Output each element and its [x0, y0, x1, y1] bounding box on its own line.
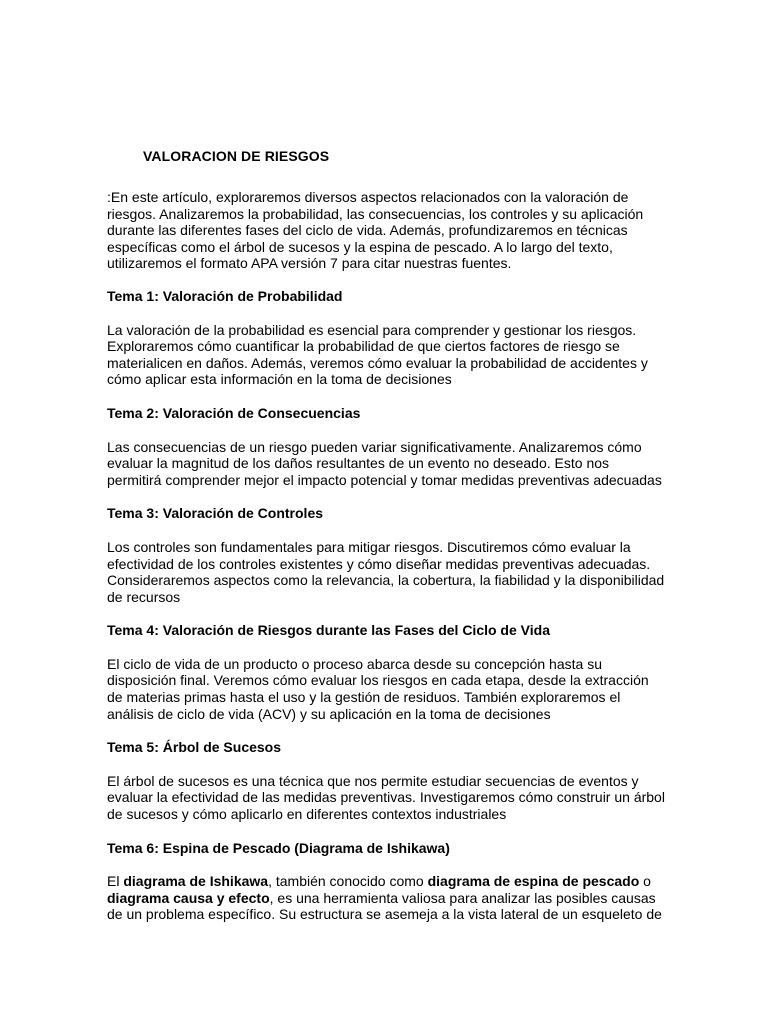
- body-text: , también conocido como: [268, 873, 428, 890]
- section-body-3: Los controles son fundamentales para mitigar riesgos. Discutiremos cómo evaluar la efectividad de los controles existentes y cómo diseñar medidas preventivas adecuadas. Consideraremos aspectos como la relevancia, la cobertura, la fiabilidad y la disponibilidad de recursos: [107, 538, 665, 605]
- body-text: El: [107, 873, 124, 890]
- section-body-6: [107, 873, 667, 923]
- bold-term-espina-de-pescado: diagrama de espina de pescado: [427, 873, 640, 890]
- section-heading-6: Tema 6: Espina de Pescado (Diagrama de Ishikawa): [107, 839, 450, 856]
- section-heading-3: Tema 3: Valoración de Controles: [107, 505, 324, 522]
- section-body-4: El ciclo de vida de un producto o proceso abarca desde su concepción hasta su disposición final. Veremos cómo evaluar los riesgos en cada etapa, desde la extracción de materias primas hasta el uso y la gestión de residuos. También exploraremos el análisis de ciclo de vida (ACV) y su aplicación en la toma de decisiones: [107, 655, 649, 722]
- body-text: , es una herramienta valiosa para analizar las posibles causas de un problema específico. Su estructura se asemeja a la vista lateral de un esqueleto de: [107, 889, 662, 923]
- document-body: [107, 189, 667, 940]
- section-heading-5: Tema 5: Árbol de Sucesos: [107, 739, 282, 756]
- section-heading-2: Tema 2: Valoración de Consecuencias: [107, 404, 361, 421]
- section-heading-4: Tema 4: Valoración de Riesgos durante las Fases del Ciclo de Vida: [107, 622, 550, 639]
- section-body-1: La valoración de la probabilidad es esencial para comprender y gestionar los riesgos. Exploraremos cómo cuantificar la probabilidad de que ciertos factores de riesgo se materialicen en daños. Además, veremos cómo evaluar la probabilidad de accidentes y cómo aplicar esta información en la toma de decisiones: [107, 321, 648, 388]
- bold-term-causa-y-efecto: diagrama causa y efecto: [107, 889, 270, 906]
- body-text: o: [639, 873, 651, 890]
- bold-term-ishikawa: diagrama de Ishikawa: [123, 873, 269, 890]
- section-heading-1: Tema 1: Valoración de Probabilidad: [107, 287, 343, 304]
- section-body-2: Las consecuencias de un riesgo pueden variar significativamente. Analizaremos cómo evaluar la magnitud de los daños resultantes de un evento no deseado. Esto nos permitirá comprender mejor el impacto potencial y tomar medidas preventivas adecuadas: [107, 438, 662, 488]
- intro-paragraph: :En este artículo, exploraremos diversos aspectos relacionados con la valoración de riesgos. Analizaremos la probabilidad, las consecuencias, los controles y su aplicación durante las diferentes fases del ciclo de vida. Además, profundizaremos en técnicas específicas como el árbol de sucesos y la espina de pescado. A lo largo del texto, utilizaremos el formato APA versión 7 para citar nuestras fuentes.: [107, 189, 644, 272]
- section-body-5: El árbol de sucesos es una técnica que nos permite estudiar secuencias de eventos y evaluar la efectividad de las medidas preventivas. Investigaremos cómo construir un árbol de sucesos y cómo aplicarlo en diferentes contextos industriales: [107, 772, 665, 823]
- document-title: VALORACION DE RIESGOS: [143, 148, 330, 164]
